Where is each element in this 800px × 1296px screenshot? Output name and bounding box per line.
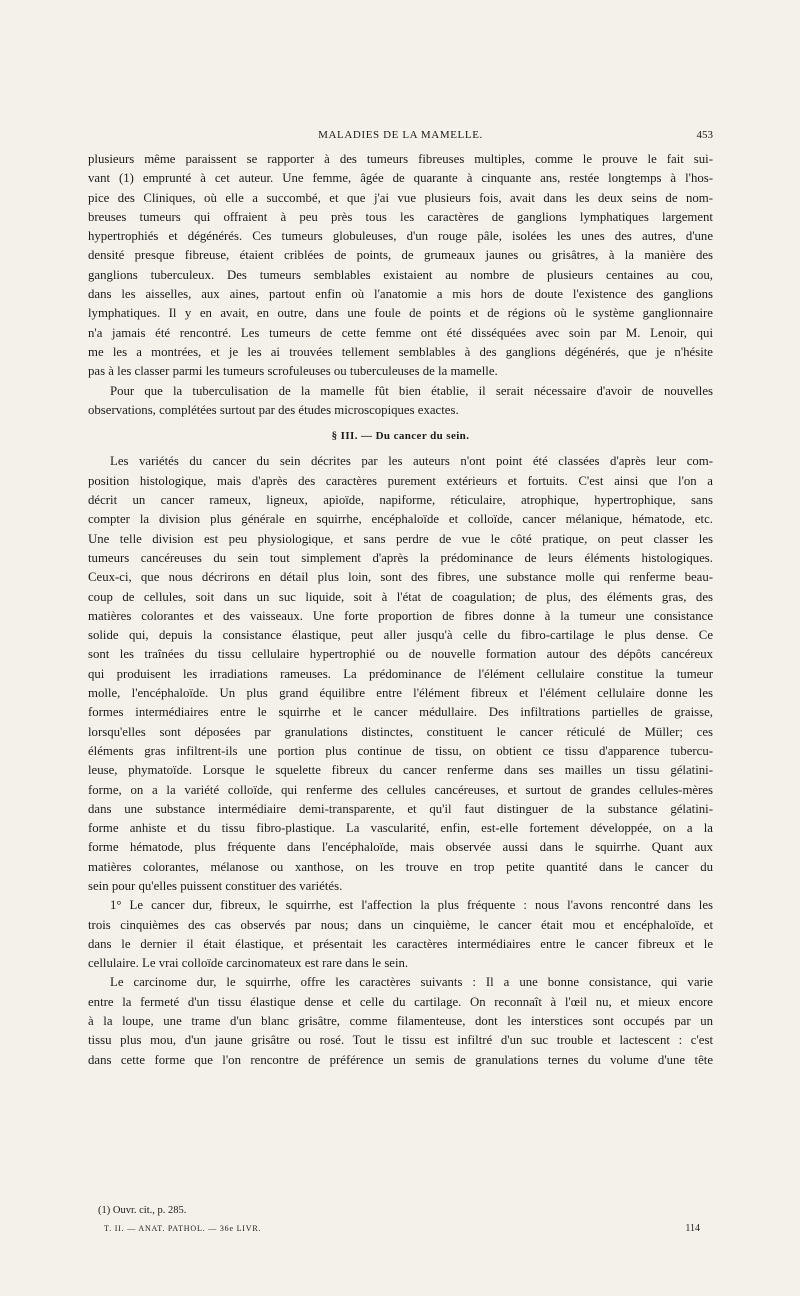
paragraph	[88, 896, 713, 973]
text-line: ganglions tuberculeux. Des tumeurs semblables existaient au nombre de plusieurs centaines au cou,	[88, 267, 713, 282]
text-line: forme anhiste et du tissu fibro-plastique. La vascularité, enfin, est-elle fortement développée, on a la	[88, 821, 713, 836]
footnote: (1) Ouvr. cit., p. 285.	[98, 1205, 187, 1216]
text-line: forme hématode, plus fréquente dans l'encéphaloïde, mais observée aussi dans le squirrhe. Quant aux	[88, 840, 713, 855]
footer-imprint: T. II. — ANAT. PATHOL. — 36e LIVR.	[104, 1224, 262, 1233]
body-text	[88, 150, 713, 1070]
text-line: sein pour qu'elles puissent constituer des variétés.	[88, 878, 343, 893]
text-line: décrit un cancer rameux, ligneux, apioïde, napiforme, réticulaire, atrophique, hypertrophique, sans	[88, 493, 713, 508]
text-line: matières colorantes, mélanose ou xanthose, on les trouve en trop petite quantité dans le cancer du	[88, 859, 713, 874]
text-line: dans les aisselles, aux aines, partout enfin où l'anatomie a mis hors de doute l'existence des ganglions	[88, 287, 713, 302]
text-line: pice des Cliniques, où elle a succombé, et que j'ai vue plusieurs fois, avait dans les deux seins de nom-	[88, 190, 713, 205]
paragraph	[88, 452, 713, 896]
text-line: Ceux-ci, que nous décrirons en détail plus loin, sont des fibres, une substance molle qui renferme beau-	[88, 570, 713, 585]
text-line: hypertrophiés et dégénérés. Ces tumeurs globuleuses, d'un rouge pâle, isolées les unes des autres, d'une	[88, 229, 713, 244]
running-head: MALADIES DE LA MAMELLE.	[318, 129, 483, 141]
text-line: Une telle division est peu physiologique, et sans perdre de vue le côté pratique, on peut classer les	[88, 531, 713, 546]
text-line: 1° Le cancer dur, fibreux, le squirrhe, est l'affection la plus fréquente : nous l'avons rencontré dans les	[110, 898, 713, 913]
text-line: Le carcinome dur, le squirrhe, offre les caractères suivants : Il a une bonne consistance, qui varie	[110, 975, 713, 990]
text-line: tissu plus mou, d'un jaune grisâtre ou rosé. Tout le tissu est infiltré d'un suc trouble et lactescent : c'est	[88, 1033, 713, 1048]
text-line: leuse, phymatoïde. Lorsque le squelette fibreux du cancer renferme dans ses mailles un tissu gélatini-	[88, 763, 713, 778]
page-number: 453	[696, 129, 713, 141]
page-header	[88, 129, 713, 145]
text-line: à la loupe, une trame d'un blanc grisâtre, comme filamenteuse, dont les interstices sont occupés par un	[88, 1014, 713, 1029]
text-line: densité presque fibreuse, étaient criblées de points, de grumeaux jaunes ou grisâtres, à la manière des	[88, 248, 713, 263]
text-line: entre la fermeté d'un tissu élastique dense et celle du cartilage. On reconnaît à l'œil nu, et mieux encore	[88, 994, 713, 1009]
text-line: cellulaire. Le vrai colloïde carcinomateux est rare dans le sein.	[88, 956, 409, 971]
text-line: coup de cellules, soit dans un suc liquide, soit à l'état de coagulation; de plus, des éléments gras, des	[88, 589, 713, 604]
text-line: sont les traînées du tissu cellulaire hypertrophié ou de nouvelle formation autour des dépôts cancéreux	[88, 647, 713, 662]
page-footer	[104, 1224, 700, 1238]
text-line: compter la division plus générale en squirrhe, encéphaloïde et colloïde, cancer mélanique, hématode, etc.	[88, 512, 713, 527]
text-line: éléments gras infiltrent-ils une portion plus continue de tissu, on obtient ce tissu d'apparence tubercu-	[88, 743, 713, 758]
text-line: matières colorantes et des vaisseaux. Une forte proportion de fibres donne à la tumeur une consistance	[88, 608, 713, 623]
paragraph	[88, 973, 713, 1069]
text-line: solide qui, depuis la consistance élastique, peut aller jusqu'à celle du fibro-cartilage le plus dense. Ce	[88, 628, 713, 643]
text-line: tumeurs cancéreuses du sein tout simplement d'après la prédominance de leurs éléments histologiques.	[88, 550, 713, 565]
text-line: qui produisent les irradiations rameuses. La prédominance de l'élément cellulaire constitue la tumeur	[88, 666, 713, 681]
paragraph	[88, 150, 713, 382]
text-line: forme, on a la variété colloïde, qui renferme des cellules cancéreuses, et surtout de grandes cellules-mères	[88, 782, 713, 797]
text-line: lorsqu'elles sont déposées par granulations distinctes, constituent le cancer réticulé de Müller; ces	[88, 724, 713, 739]
text-line: molle, l'encéphaloïde. Un plus grand équilibre entre l'élément fibreux et l'élément cellulaire donne les	[88, 686, 713, 701]
text-line: position histologique, mais d'après des caractères purement extérieurs et fortuits. C'est ainsi que l'on a	[88, 473, 713, 488]
text-line: dans une substance intermédiaire demi-transparente, et qu'il faut distinguer de la substance gélatini-	[88, 801, 713, 816]
text-line: Les variétés du cancer du sein décrites par les auteurs n'ont point été classées d'après leur com-	[110, 454, 713, 469]
signature-mark: 114	[685, 1223, 700, 1234]
text-line: trois cinquièmes des cas observés par nous; dans un cinquième, le cancer était mou et encéphaloïde, et	[88, 917, 713, 932]
text-line: lymphatiques. Il y en avait, en outre, dans une foule de points et de régions où le système ganglionnaire	[88, 306, 713, 321]
text-line: me les a montrées, et je les ai trouvées tellement semblables à des ganglions dégénérés, que je n'hésite	[88, 344, 713, 359]
text-line: n'a jamais été rencontré. Les tumeurs de cette femme ont été disséquées avec soin par M. Lenoir, qui	[88, 325, 713, 340]
text-line: plusieurs même paraissent se rapporter à des tumeurs fibreuses multiples, comme le prouve le fait sui-	[88, 152, 713, 166]
paragraph	[88, 382, 713, 421]
text-line: dans le dernier il était élastique, et présentait les caractères intermédiaires entre le cancer fibreux et le	[88, 936, 713, 951]
text-line: vant (1) emprunté à cet auteur. Une femme, âgée de quarante à cinquante ans, restée longtemps à l'hos-	[88, 171, 713, 186]
text-line: observations, complétées surtout par des études microscopiques exactes.	[88, 402, 459, 417]
text-line: breuses tumeurs qui offraient à peu près tous les caractères de ganglions lymphatiques largement	[88, 209, 713, 224]
text-line: formes intermédiaires entre le squirrhe et le cancer médullaire. Des infiltrations partielles de graisse,	[88, 705, 713, 720]
text-line: Pour que la tuberculisation de la mamelle fût bien établie, il serait nécessaire d'avoir de nouvelles	[110, 383, 713, 398]
text-line: pas à les classer parmi les tumeurs scrofuleuses ou tuberculeuses de la mamelle.	[88, 364, 498, 379]
text-line: dans cette forme que l'on rencontre de préférence un semis de granulations ternes du volume d'une tête	[88, 1052, 713, 1067]
section-title: § III. — Du cancer du sein.	[331, 430, 470, 443]
